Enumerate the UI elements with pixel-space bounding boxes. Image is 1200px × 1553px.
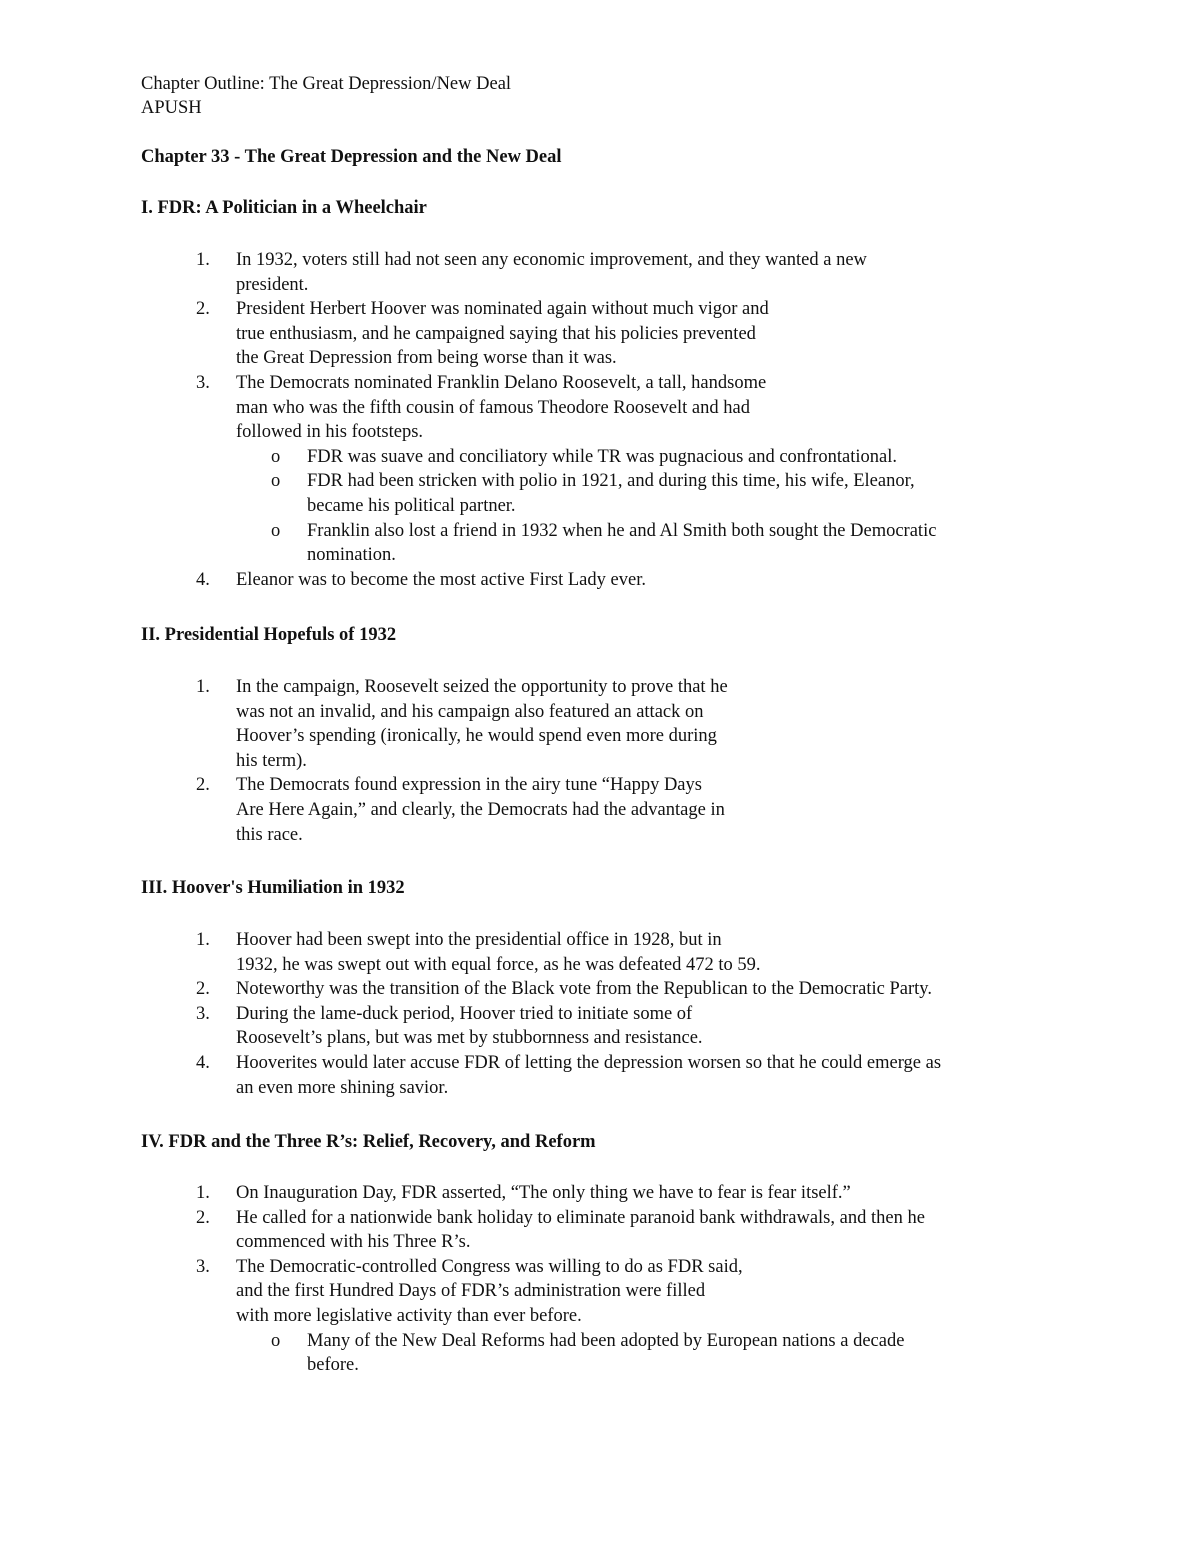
item-text-line: man who was the fifth cousin of famous Theodore Roosevelt and had: [236, 397, 750, 418]
item-text-line: this race.: [236, 824, 303, 845]
bullet-marker: o: [271, 471, 281, 492]
sub-bullet-item: [0, 519, 1200, 568]
chapter-title: Chapter 33 - The Great Depression and the New Deal: [141, 147, 562, 167]
bullet-marker: o: [271, 520, 281, 541]
sub-bullet-text-line: nomination.: [307, 545, 396, 566]
sub-bullet-item: [0, 469, 1200, 518]
item-text-line: Are Here Again,” and clearly, the Democrats had the advantage in: [236, 799, 725, 820]
item-number: 1.: [196, 677, 210, 697]
header-line-2: APUSH: [141, 98, 202, 118]
item-text-line: followed in his footsteps.: [236, 422, 424, 443]
bullet-marker: o: [271, 446, 281, 467]
sub-bullet-item: [0, 1329, 1200, 1378]
item-text-line: In 1932, voters still had not seen any economic improvement, and they wanted a new: [236, 250, 867, 270]
item-text-line: president.: [236, 274, 309, 295]
item-text-line: with more legislative activity than ever before.: [236, 1305, 582, 1326]
section-list: [0, 675, 1200, 847]
item-text-line: Eleanor was to become the most active First Lady ever.: [236, 569, 646, 590]
sub-bullet-text-line: before.: [307, 1355, 359, 1376]
list-item: [0, 773, 1200, 847]
sub-bullet-item: [0, 445, 1200, 470]
section-heading: III. Hoover's Humiliation in 1932: [141, 878, 405, 898]
item-text-line: Hoover had been swept into the presidential office in 1928, but in: [236, 930, 722, 950]
list-item: [0, 1255, 1200, 1378]
item-text-line: Hoover’s spending (ironically, he would spend even more during: [236, 726, 717, 747]
item-text-line: The Democrats nominated Franklin Delano Roosevelt, a tall, handsome: [236, 372, 767, 393]
list-item: [0, 297, 1200, 371]
item-text-line: his term).: [236, 750, 307, 771]
section-heading: IV. FDR and the Three R’s: Relief, Recovery, and Reform: [141, 1132, 596, 1152]
header-line-1: Chapter Outline: The Great Depression/New Deal: [141, 74, 512, 94]
item-number: 4.: [196, 569, 210, 590]
item-text-line: Roosevelt’s plans, but was met by stubbornness and resistance.: [236, 1028, 703, 1049]
item-number: 2.: [196, 979, 210, 1000]
item-number: 3.: [196, 372, 210, 393]
item-text-line: 1932, he was swept out with equal force, as he was defeated 472 to 59.: [236, 954, 761, 975]
item-text-line: true enthusiasm, and he campaigned saying that his policies prevented: [236, 323, 756, 344]
item-number: 1.: [196, 250, 210, 270]
item-text-line: President Herbert Hoover was nominated again without much vigor and: [236, 299, 769, 320]
item-number: 1.: [196, 1183, 210, 1203]
list-item: [0, 371, 1200, 568]
item-text-line: Hooverites would later accuse FDR of letting the depression worsen so that he could emerge as: [236, 1052, 942, 1073]
section-list: [0, 1181, 1200, 1378]
item-number: 4.: [196, 1052, 210, 1073]
section-list: [0, 928, 1200, 1100]
item-text-line: The Democratic-controlled Congress was willing to do as FDR said,: [236, 1256, 743, 1277]
list-item: [0, 928, 1200, 977]
list-item: [0, 1181, 1200, 1206]
item-text-line: In the campaign, Roosevelt seized the opportunity to prove that he: [236, 677, 728, 697]
item-number: 2.: [196, 299, 210, 320]
item-text-line: He called for a nationwide bank holiday to eliminate paranoid bank withdrawals, and then he: [236, 1207, 925, 1228]
item-text-line: Noteworthy was the transition of the Black vote from the Republican to the Democratic Party.: [236, 979, 932, 1000]
list-item: [0, 1051, 1200, 1100]
item-text-line: The Democrats found expression in the airy tune “Happy Days: [236, 775, 702, 796]
item-text-line: and the first Hundred Days of FDR’s administration were filled: [236, 1281, 706, 1302]
sub-bullet-text-line: Many of the New Deal Reforms had been adopted by European nations a decade: [307, 1330, 905, 1351]
item-text-line: During the lame-duck period, Hoover tried to initiate some of: [236, 1003, 693, 1024]
sub-bullet-text-line: became his political partner.: [307, 495, 516, 516]
list-item: [0, 248, 1200, 297]
item-text-line: commenced with his Three R’s.: [236, 1232, 471, 1253]
sub-bullet-text-line: Franklin also lost a friend in 1932 when he and Al Smith both sought the Democratic: [307, 520, 937, 541]
section-heading: II. Presidential Hopefuls of 1932: [141, 625, 397, 645]
list-item: [0, 675, 1200, 773]
item-text-line: the Great Depression from being worse than it was.: [236, 348, 617, 369]
item-number: 2.: [196, 775, 210, 796]
item-number: 3.: [196, 1003, 210, 1024]
list-item: [0, 977, 1200, 1002]
section-heading: I. FDR: A Politician in a Wheelchair: [141, 198, 427, 218]
list-item: [0, 568, 1200, 593]
item-text-line: On Inauguration Day, FDR asserted, “The only thing we have to fear is fear itself.”: [236, 1183, 851, 1203]
list-item: [0, 1206, 1200, 1255]
item-text-line: an even more shining savior.: [236, 1077, 449, 1098]
sub-bullet-text-line: FDR was suave and conciliatory while TR was pugnacious and confrontational.: [307, 446, 897, 467]
sub-bullet-text-line: FDR had been stricken with polio in 1921, and during this time, his wife, Eleanor,: [307, 471, 915, 492]
item-number: 1.: [196, 930, 210, 950]
item-text-line: was not an invalid, and his campaign also featured an attack on: [236, 701, 704, 722]
item-number: 2.: [196, 1207, 210, 1228]
list-item: [0, 1002, 1200, 1051]
item-number: 3.: [196, 1256, 210, 1277]
bullet-marker: o: [271, 1330, 281, 1351]
section-list: [0, 248, 1200, 592]
